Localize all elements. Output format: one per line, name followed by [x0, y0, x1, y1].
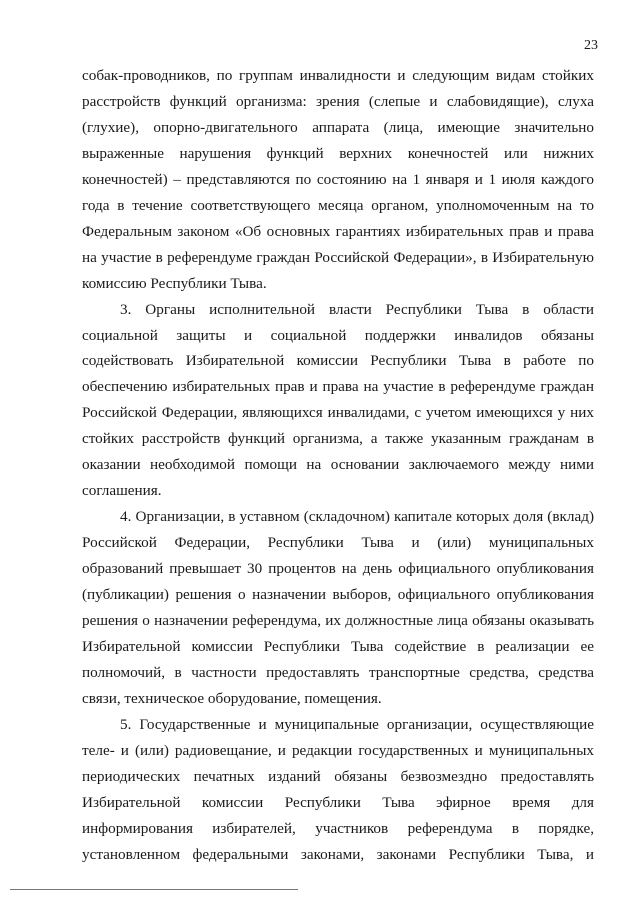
paragraph-4: 4. Организации, в уставном (складочном) капитале которых доля (вклад) Российской Федерации, Республики Тыва и (или) муниципальных образований превышает 30 процентов на день официального опубликования (публикации) решения о назначении выборов, официального опубликования решения о назначении референдума, их должностные лица обязаны оказывать Избирательной комиссии Республики Тыва содействие в реализации ее полномочий, в частности предоставлять транспортные средства, средства связи, техническое оборудование, помещения.	[82, 508, 594, 707]
page-number: 23	[584, 38, 598, 53]
paragraph-continuation: собак-проводников, по группам инвалидности и следующим видам стойких расстройств функций организма: зрения (слепые и слабовидящие), слуха (глухие), опорно-двигательного аппарата (лица, имеющие значительно выраженные нарушения функций верхних конечностей или нижних конечностей) – представляются по состоянию на 1 января и 1 июля каждого года в течение соответствующего месяца органом, уполномоченным на то Федеральным законом «Об основных гарантиях избирательных прав и права на участие в референдуме граждан Российской Федерации», в Избирательную комиссию Республики Тыва.	[82, 67, 594, 292]
footer-rule	[10, 889, 298, 890]
paragraph-3: 3. Органы исполнительной власти Республики Тыва в области социальной защиты и социальной поддержки инвалидов обязаны содействовать Избирательной комиссии Республики Тыва в работе по обеспечению избирательных прав и права на участие в референдуме граждан Российской Федерации, являющихся инвалидами, с учетом имеющихся у них стойких расстройств функций организма, а также указанным гражданам в оказании необходимой помощи на основании заключаемого между ними соглашения.	[82, 300, 594, 500]
document-body	[82, 63, 594, 868]
paragraph-5: 5. Государственные и муниципальные организации, осуществляющие теле- и (или) радиовещание, и редакции государственных и муниципальных периодических печатных изданий обязаны безвозмездно предоставлять Избирательной комиссии Республики Тыва эфирное время для информирования избирателей, участников референдума в порядке, установленном федеральными законами, законами Республики Тыва, и	[82, 715, 594, 863]
